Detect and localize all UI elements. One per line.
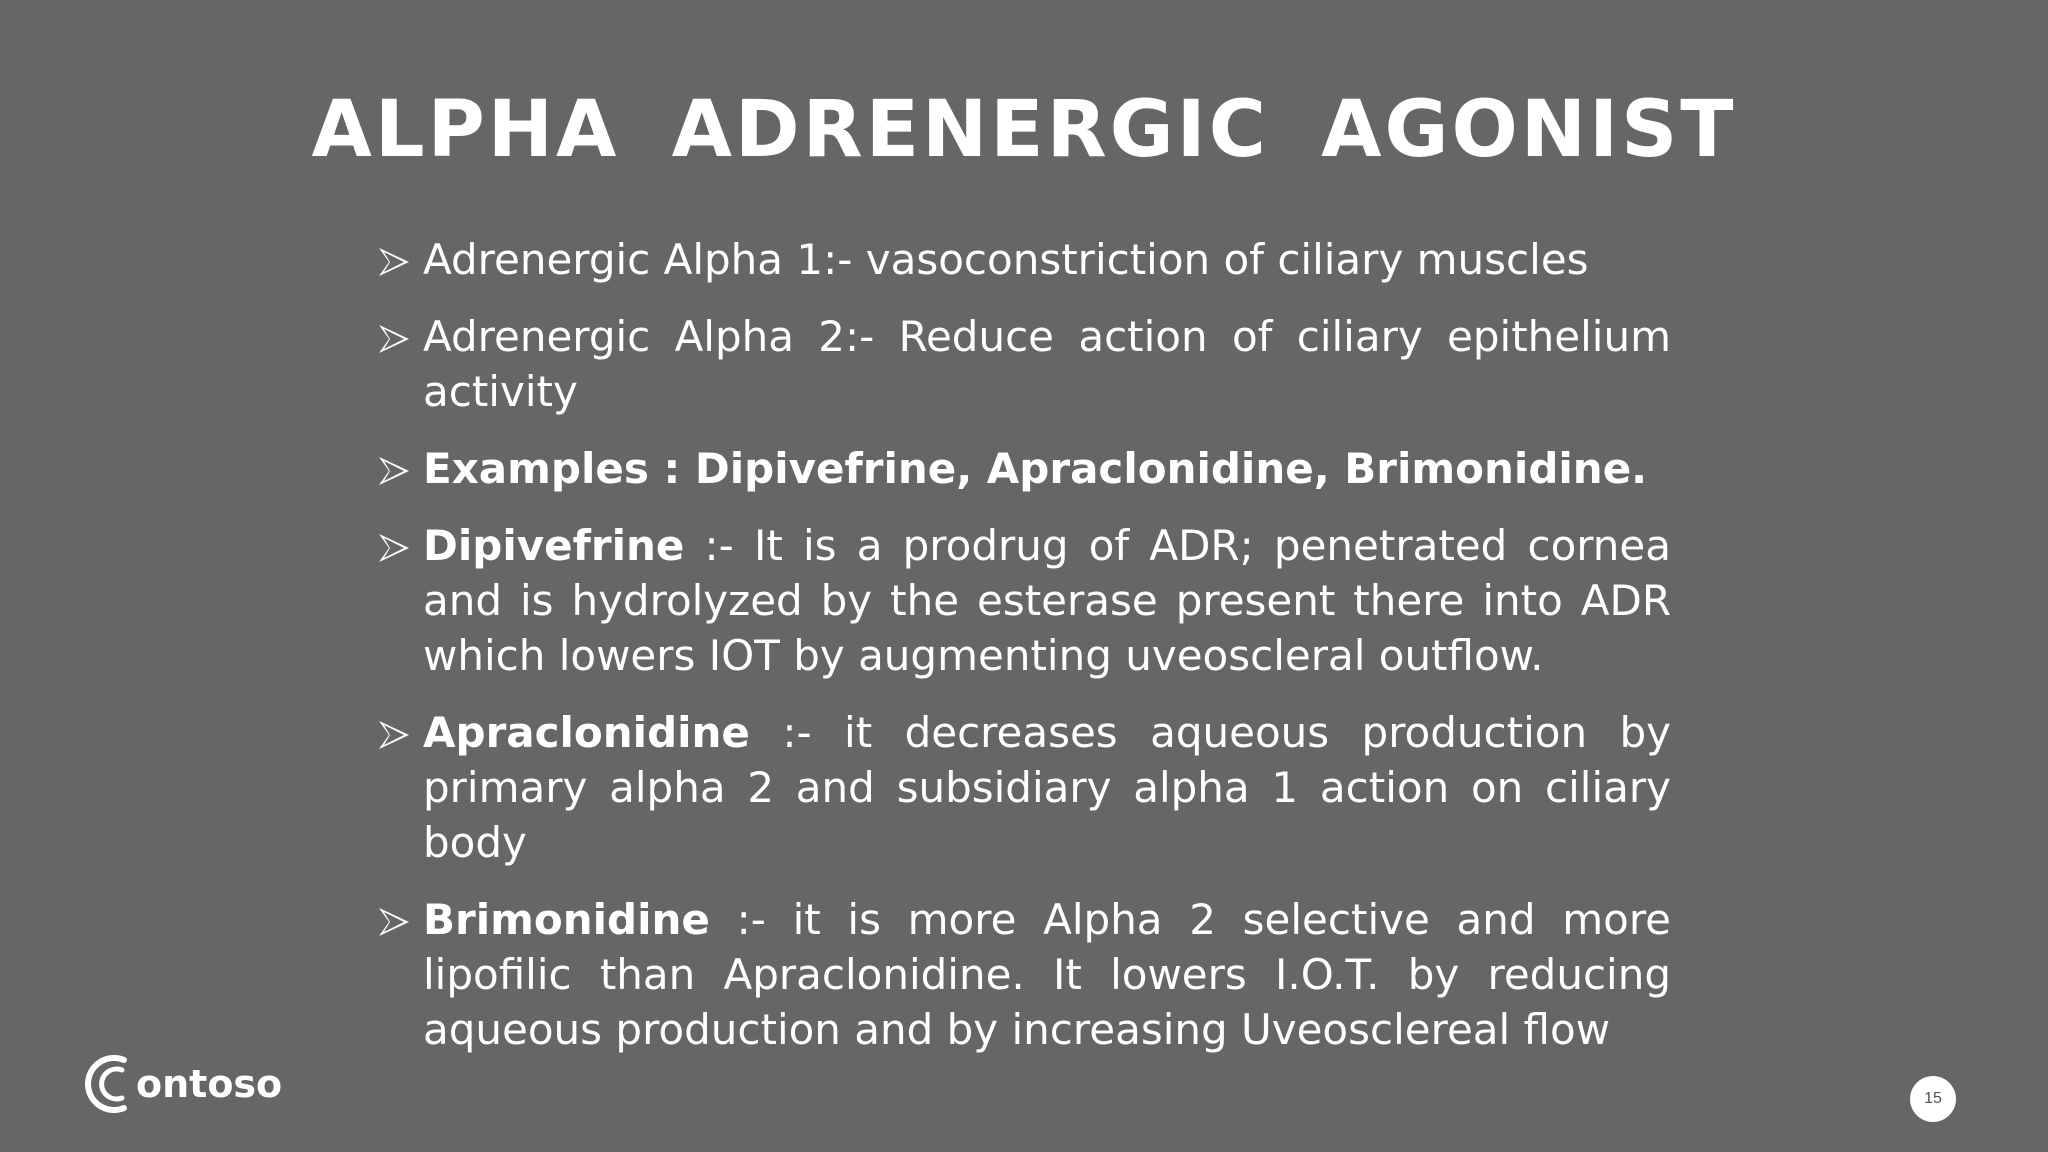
arrowhead-bullet-icon [376,717,412,753]
arrowhead-bullet-icon [376,904,412,940]
bullet-item [376,518,1671,683]
arrowhead-bullet-icon [376,321,412,357]
bullet-item [376,705,1671,870]
arrowhead-bullet-icon [376,453,412,489]
bullet-text: Adrenergic Alpha 1:- vasoconstriction of ciliary muscles [423,235,1589,284]
logo-text: ontoso [136,1062,283,1106]
bullet-item [376,892,1671,1057]
bullet-list [376,232,1671,1079]
contoso-logo-icon [84,1052,140,1116]
bullet-bold-text: Examples : Dipivefrine, Apraclonidine, Brimonidine. [423,444,1648,493]
bullet-item [376,441,1671,496]
contoso-logo [84,1052,282,1116]
page-number: 15 [1910,1076,1956,1122]
arrowhead-bullet-icon [376,244,412,280]
bullet-item [376,232,1671,287]
bullet-text: Adrenergic Alpha 2:- Reduce action of ciliary epithelium activity [423,312,1671,416]
bullet-bold-text: Dipivefrine [423,521,685,570]
bullet-text: :- It is a prodrug of ADR; penetrated cornea and is hydrolyzed by the esterase present there into ADR which lowers IOT by augmenting uveoscleral outflow. [423,521,1671,680]
bullet-text: :- it decreases aqueous production by primary alpha 2 and subsidiary alpha 1 action on ciliary body [423,708,1671,867]
arrowhead-bullet-icon [376,530,412,566]
slide-title: ALPHA ADRENERGIC AGONIST [311,85,1737,175]
bullet-bold-text: Brimonidine [423,895,710,944]
bullet-text: :- it is more Alpha 2 selective and more lipofilic than Apraclonidine. It lowers I.O.T. by reducing aqueous production and by increasing Uveosclereal flow [423,895,1671,1054]
bullet-bold-text: Apraclonidine [423,708,750,757]
bullet-item [376,309,1671,419]
